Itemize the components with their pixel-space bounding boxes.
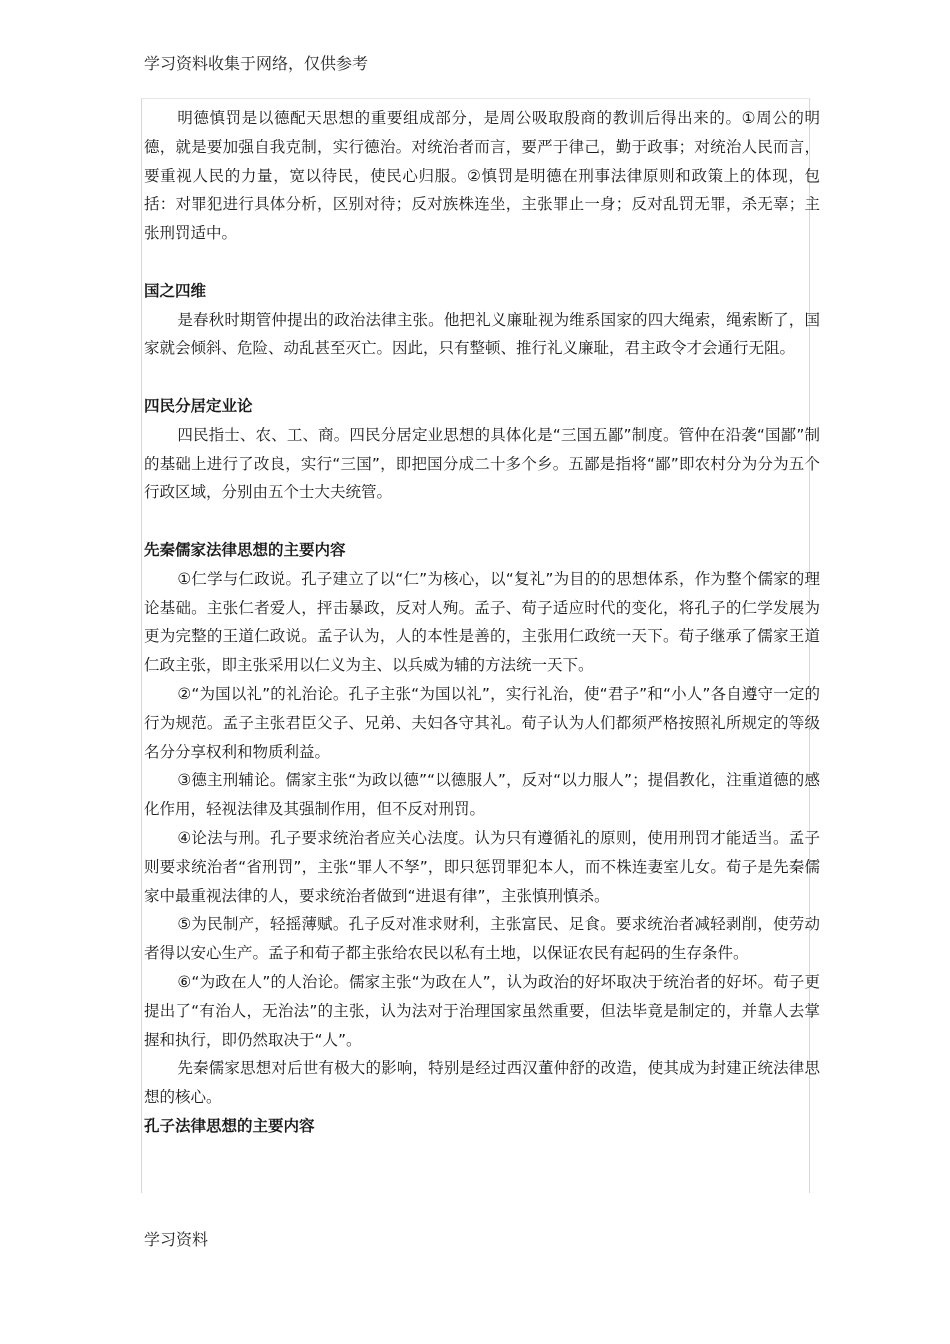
paragraph: ①仁学与仁政说。孔子建立了以“仁”为核心，以“复礼”为目的的思想体系，作为整个儒家的理论基础。主张仁者爱人，抨击暴政，反对人殉。孟子、荀子适应时代的变化，将孔子的仁学发展为更为完整的王道仁政说。孟子认为，人的本性是善的，主张用仁政统一天下。荀子继承了儒家王道仁政主张，即主张采用以仁义为主、以兵威为辅的方法统一天下。 <box>144 569 820 675</box>
section-heading: 孔子法律思想的主要内容 <box>144 1116 315 1135</box>
section-gap <box>144 363 820 392</box>
paragraph: 四民指士、农、工、商。四民分居定业思想的具体化是“三国五鄙”制度。管仲在沿袭“国鄙”制的基础上进行了改良，实行“三国”，即把国分成二十多个乡。五鄙是指将“鄙”即农村分为分为五个行政区域，分别由五个士大夫统管。 <box>144 425 820 502</box>
page-footer: 学习资料 <box>144 1230 209 1249</box>
section-xianqin-rujia <box>144 536 820 1112</box>
section-heading: 国之四维 <box>144 281 207 300</box>
paragraph: ④论法与刑。孔子要求统治者应关心法度。认为只有遵循礼的原则，使用刑罚才能适当。孟子则要求统治者“省刑罚”，主张“罪人不孥”，即只惩罚罪犯本人，而不株连妻室儿女。荀子是先秦儒家中最重视法律的人，要求统治者做到“进退有律”，主张慎刑慎杀。 <box>144 828 820 905</box>
section-heading: 先秦儒家法律思想的主要内容 <box>144 540 346 559</box>
document-body <box>144 104 820 1141</box>
page-header: 学习资料收集于网络，仅供参考 <box>144 54 369 73</box>
paragraph: 明德慎罚是以德配天思想的重要组成部分，是周公吸取殷商的教训后得出来的。①周公的明德，就是要加强自我克制，实行德治。对统治者而言，要严于律己，勤于政事；对统治人民而言，要重视人民的力量，宽以待民，使民心归服。②慎罚是明德在刑事法律原则和政策上的体现，包括：对罪犯进行具体分析，区别对待；反对族株连坐，主张罪止一身；反对乱罚无罪，杀无辜；主张刑罚适中。 <box>144 109 820 243</box>
paragraph: 先秦儒家思想对后世有极大的影响，特别是经过西汉董仲舒的改造，使其成为封建正统法律思想的核心。 <box>144 1059 820 1107</box>
section-kongzi <box>144 1112 820 1141</box>
paragraph: 是春秋时期管仲提出的政治法律主张。他把礼义廉耻视为维系国家的四大绳索，绳索断了，国家就会倾斜、危险、动乱甚至灭亡。因此，只有整顿、推行礼义廉耻，君主政令才会通行无阻。 <box>144 310 820 358</box>
section-guo-zhi-siwei <box>144 277 820 363</box>
section-gap <box>144 507 820 536</box>
section-simin-fenju <box>144 392 820 507</box>
paragraph: ②“为国以礼”的礼治论。孔子主张“为国以礼”，实行礼治，使“君子”和“小人”各自遵守一定的行为规范。孟子主张君臣父子、兄弟、夫妇各守其礼。荀子认为人们都须严格按照礼所规定的等级名分分享权利和物质利益。 <box>144 684 820 761</box>
paragraph: ③德主刑辅论。儒家主张“为政以德”“以德服人”，反对“以力服人”；提倡教化，注重道德的感化作用，轻视法律及其强制作用，但不反对刑罚。 <box>144 771 820 819</box>
paragraph: ⑤为民制产，轻摇薄赋。孔子反对准求财利，主张富民、足食。要求统治者减轻剥削，使劳动者得以安心生产。孟子和荀子都主张给农民以私有土地，以保证农民有起码的生存条件。 <box>144 915 820 963</box>
section-heading: 四民分居定业论 <box>144 396 253 415</box>
paragraph: ⑥“为政在人”的人治论。儒家主张“为政在人”，认为政治的好坏取决于统治者的好坏。荀子更提出了“有治人，无治法”的主张，认为法对于治理国家虽然重要，但法毕竟是制定的，并靠人去掌握和执行，即仍然取决于“人”。 <box>144 972 820 1049</box>
section-gap <box>144 248 820 277</box>
section-mingde-shenfa <box>144 104 820 248</box>
